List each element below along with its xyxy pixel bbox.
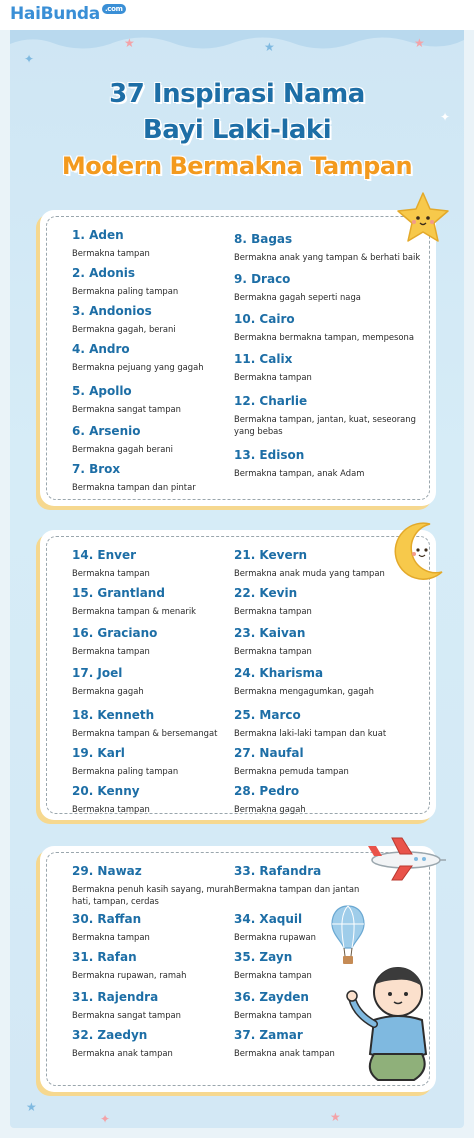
name-entry: 31. Rajendra Bermakna sangat tampan [72, 990, 181, 1020]
hot-air-balloon-icon [330, 904, 366, 966]
name-entry: 15. Grantland Bermakna tampan & menarik [72, 586, 196, 616]
name-entry: 22. Kevin Bermakna tampan [234, 586, 312, 616]
wave-decoration [0, 30, 474, 56]
page-title [0, 76, 474, 184]
name-entry: 9. Draco Bermakna gagah seperti naga [234, 272, 361, 302]
name-entry: 1. Aden Bermakna tampan [72, 228, 150, 258]
name-entry: 33. Rafandra Bermakna tampan dan jantan [234, 864, 360, 894]
moon-mascot-icon [390, 520, 446, 584]
star-icon: ★ [264, 40, 275, 54]
name-entry: 17. Joel Bermakna gagah [72, 666, 144, 696]
title-line-1: 37 Inspirasi Nama [109, 79, 365, 109]
star-icon: ★ [414, 36, 425, 50]
name-entry: 29. Nawaz Bermakna penuh kasih sayang, murah hati, tampan, cerdas [72, 864, 234, 906]
star-icon: ★ [26, 1100, 37, 1114]
name-entry: 18. Kenneth Bermakna tampan & bersemangat [72, 708, 218, 738]
name-entry: 3. Andonios Bermakna gagah, berani [72, 304, 176, 334]
star-icon: ✦ [24, 52, 35, 66]
name-card-2 [40, 530, 436, 820]
name-entry: 30. Raffan Bermakna tampan [72, 912, 150, 942]
name-entry: 12. Charlie Bermakna tampan, jantan, kuat, seseorang yang bebas [234, 394, 416, 436]
name-entry: 32. Zaedyn Bermakna anak tampan [72, 1028, 173, 1058]
name-entry: 2. Adonis Bermakna paling tampan [72, 266, 179, 296]
name-entry: 20. Kenny Bermakna tampan [72, 784, 150, 814]
star-mascot-icon [394, 190, 452, 244]
star-icon: ✦ [100, 1112, 111, 1126]
star-icon: ★ [124, 36, 135, 50]
name-entry: 21. Kevern Bermakna anak muda yang tampan [234, 548, 385, 578]
name-card-1 [40, 210, 436, 506]
name-entry: 28. Pedro Bermakna gagah [234, 784, 306, 814]
title-line-3: Modern Bermakna Tampan [61, 152, 413, 180]
name-entry: 8. Bagas Bermakna anak yang tampan & berhati baik [234, 232, 421, 262]
name-entry: 13. Edison Bermakna tampan, anak Adam [234, 448, 365, 478]
star-icon: ★ [330, 1110, 341, 1124]
title-line-2: Bayi Laki-laki [142, 115, 332, 145]
name-entry: 25. Marco Bermakna laki-laki tampan dan kuat [234, 708, 387, 738]
name-entry: 35. Zayn Bermakna tampan [234, 950, 312, 980]
name-entry: 31. Rafan Bermakna rupawan, ramah [72, 950, 187, 980]
name-entry: 36. Zayden Bermakna tampan [234, 990, 312, 1020]
name-entry: 11. Calix Bermakna tampan [234, 352, 312, 382]
name-entry: 16. Graciano Bermakna tampan [72, 626, 158, 656]
name-entry: 14. Enver Bermakna tampan [72, 548, 150, 578]
name-entry: 27. Naufal Bermakna pemuda tampan [234, 746, 349, 776]
name-entry: 34. Xaquil Bermakna rupawan [234, 912, 316, 942]
name-entry: 4. Andro Bermakna pejuang yang gagah [72, 342, 204, 372]
baby-boy-illustration [344, 958, 444, 1088]
name-entry: 6. Arsenio Bermakna gagah berani [72, 424, 173, 454]
haibunda-logo[interactable]: HaiBunda .com [10, 4, 126, 24]
name-entry: 24. Kharisma Bermakna mengagumkan, gagah [234, 666, 374, 696]
star-icon: ✦ [440, 110, 451, 124]
name-entry: 10. Cairo Bermakna bermakna tampan, mempesona [234, 312, 414, 342]
name-entry: 23. Kaivan Bermakna tampan [234, 626, 312, 656]
header-bar [0, 0, 474, 30]
airplane-icon [366, 834, 448, 884]
name-entry: 37. Zamar Bermakna anak tampan [234, 1028, 335, 1058]
name-entry: 19. Karl Bermakna paling tampan [72, 746, 179, 776]
name-entry: 7. Brox Bermakna tampan dan pintar [72, 462, 196, 492]
name-entry: 5. Apollo Bermakna sangat tampan [72, 384, 181, 414]
